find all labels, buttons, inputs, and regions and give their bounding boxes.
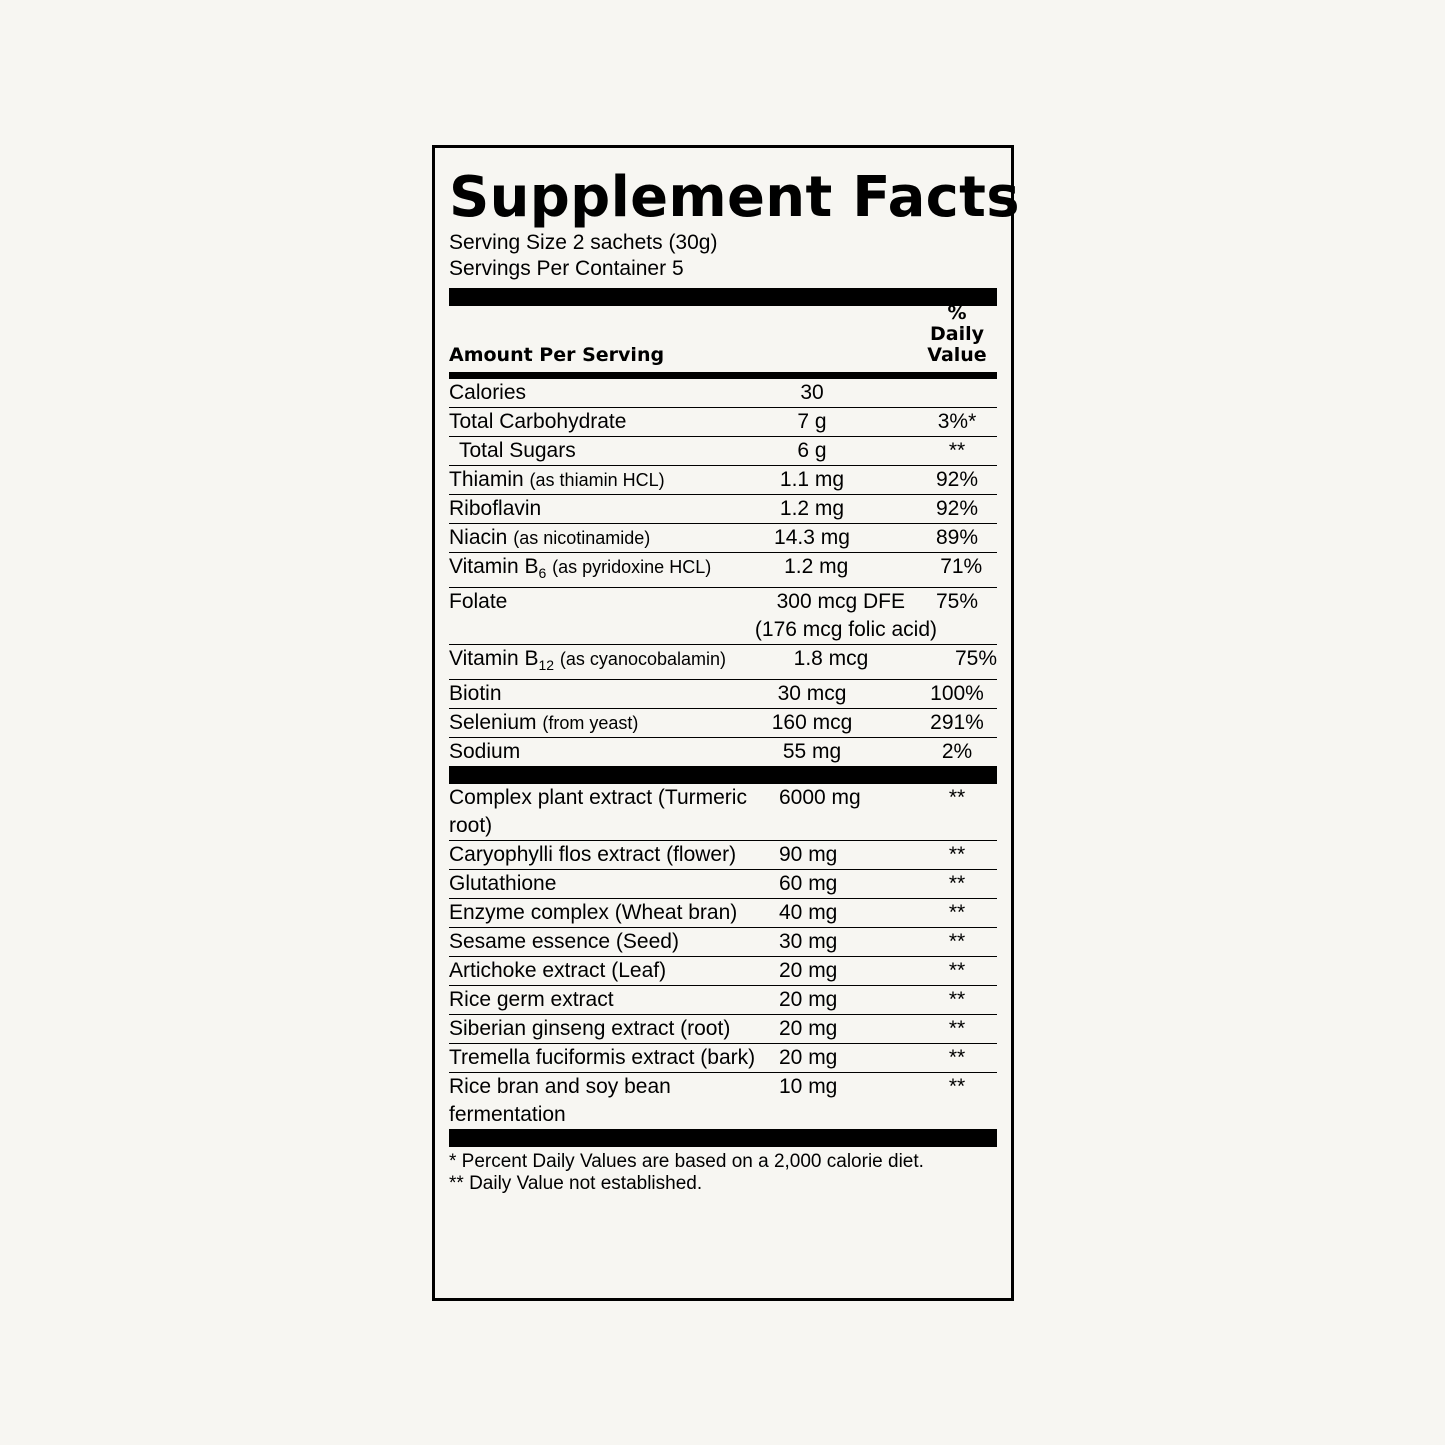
nutrient-row (449, 588, 997, 645)
daily-value-heading-line2: Daily (929, 323, 984, 345)
ingredient-name: Sesame essence (Seed) (449, 930, 679, 954)
nutrient-name (449, 379, 707, 407)
ingredient-daily-value: ** (948, 901, 966, 925)
ingredient-name: Caryophylli flos extract (flower) (449, 843, 737, 867)
nutrient-name (449, 680, 707, 708)
nutrient-row (449, 738, 997, 766)
nutrient-name-text: Calories (449, 381, 527, 404)
supplement-facts-panel (432, 145, 1020, 1301)
daily-value-heading-line1: % (947, 302, 967, 324)
nutrient-amount: 6 g (797, 439, 827, 462)
nutrient-daily-value: 92% (935, 468, 979, 491)
thick-divider (449, 766, 997, 784)
ingredient-row (449, 784, 997, 841)
nutrient-source: (from yeast) (542, 713, 639, 734)
nutrient-amount: 160 mcg (771, 711, 853, 735)
ingredient-row (449, 841, 997, 870)
nutrient-table (449, 379, 997, 766)
nutrient-amount: 1.8 mcg (793, 647, 869, 671)
ingredient-row (449, 899, 997, 928)
ingredient-amount: 20 mg (779, 988, 838, 1012)
nutrient-subscript: 12 (538, 657, 555, 674)
nutrient-amount: 1.1 mg (779, 468, 845, 491)
nutrient-amount: 14.3 mg (774, 526, 850, 549)
ingredient-amount: 10 mg (779, 1075, 838, 1099)
ingredient-name: Siberian ginseng extract (root) (449, 1017, 731, 1041)
nutrient-name-text: Total Carbohydrate (449, 410, 627, 433)
ingredient-name: Rice bran and soy bean fermentation (449, 1075, 671, 1127)
nutrient-row (449, 379, 997, 408)
ingredient-row (449, 870, 997, 899)
nutrient-row (449, 553, 997, 588)
panel-title: Supplement Facts (449, 165, 1020, 230)
ingredient-name: Complex plant extract (Turmeric root) (449, 786, 747, 838)
nutrient-name (449, 524, 707, 552)
nutrient-name (449, 437, 707, 465)
ingredient-row (449, 957, 997, 986)
amount-per-serving-heading: Amount Per Serving (449, 344, 665, 366)
thick-divider (449, 288, 997, 306)
nutrient-amount: 1.2 mg (784, 555, 849, 578)
nutrient-name (449, 553, 711, 587)
nutrient-source: (as thiamin HCL) (529, 470, 665, 490)
nutrient-row (449, 645, 997, 680)
ingredient-amount: 20 mg (779, 1046, 838, 1070)
nutrient-amount: 1.2 mg (779, 497, 845, 520)
ingredient-row (449, 1073, 997, 1129)
nutrient-daily-value: ** (948, 439, 966, 462)
ingredient-name: Glutathione (449, 872, 557, 896)
nutrient-name (449, 645, 726, 679)
ingredient-daily-value: ** (948, 930, 966, 954)
nutrient-name-text: Riboflavin (449, 497, 542, 520)
nutrient-name (449, 709, 707, 737)
ingredient-row (449, 1015, 997, 1044)
ingredient-amount: 40 mg (779, 901, 838, 925)
daily-value-heading (917, 303, 997, 366)
ingredient-name: Rice germ extract (449, 988, 614, 1012)
ingredient-row (449, 1044, 997, 1073)
nutrient-amount: 7 g (797, 410, 827, 433)
nutrient-name (449, 495, 707, 523)
footnote-not-established: ** Daily Value not established. (449, 1173, 703, 1195)
nutrient-name-text: Biotin (449, 682, 502, 706)
nutrient-amount: 55 mg (782, 740, 842, 764)
ingredient-row (449, 986, 997, 1015)
ingredient-table (449, 784, 997, 1129)
ingredient-daily-value: ** (948, 843, 966, 867)
nutrient-row (449, 408, 997, 437)
nutrient-name (449, 588, 507, 616)
ingredient-amount: 20 mg (779, 959, 838, 983)
nutrient-subscript: 6 (538, 565, 547, 582)
ingredient-amount: 20 mg (779, 1017, 838, 1041)
nutrient-row (449, 709, 997, 738)
daily-value-heading-line3: Value (927, 344, 987, 366)
footnotes (449, 1151, 997, 1195)
nutrient-row (449, 466, 997, 495)
nutrient-daily-value (917, 379, 997, 407)
ingredient-name: Artichoke extract (Leaf) (449, 959, 667, 983)
servings-per-container: Servings Per Container 5 (449, 257, 684, 280)
nutrient-amount: 30 mcg (777, 682, 847, 706)
nutrient-daily-value: 3%* (937, 410, 977, 433)
nutrient-daily-value: 89% (935, 526, 979, 549)
ingredient-name: Tremella fuciformis extract (bark) (449, 1046, 756, 1070)
nutrient-row (449, 437, 997, 466)
nutrient-source: (as cyanocobalamin) (559, 649, 726, 670)
nutrient-name-text: Folate (449, 590, 508, 614)
ingredient-name: Enzyme complex (Wheat bran) (449, 901, 738, 925)
nutrient-source: (as nicotinamide) (513, 528, 651, 548)
ingredient-amount: 30 mg (779, 930, 838, 954)
nutrient-row (449, 495, 997, 524)
nutrient-daily-value: 92% (935, 497, 979, 520)
nutrient-name (449, 408, 707, 436)
nutrient-source: (as pyridoxine HCL) (552, 557, 712, 577)
nutrient-row (449, 680, 997, 709)
nutrient-daily-value: 291% (930, 711, 984, 735)
medium-divider (449, 372, 997, 379)
nutrient-amount: 30 (800, 381, 824, 404)
nutrient-name-text: Vitamin B (449, 647, 539, 671)
nutrient-name-text: Total Sugars (459, 439, 576, 462)
nutrient-amount: 300 mcg DFE (776, 590, 905, 614)
ingredient-daily-value: ** (948, 988, 966, 1012)
ingredient-amount: 60 mg (779, 872, 838, 896)
nutrient-row (449, 524, 997, 553)
nutrient-daily-value: 75% (954, 647, 998, 671)
ingredient-row (449, 928, 997, 957)
nutrient-name (449, 738, 707, 766)
nutrient-name (449, 466, 707, 494)
nutrient-name-text: Selenium (449, 711, 537, 735)
nutrient-daily-value: 100% (930, 682, 984, 706)
thick-divider (449, 1129, 997, 1147)
nutrient-name-text: Vitamin B (449, 555, 539, 578)
ingredient-daily-value: ** (948, 786, 966, 810)
nutrient-daily-value: 75% (935, 590, 979, 614)
nutrient-name-text: Niacin (449, 526, 508, 549)
ingredient-amount: 6000 mg (779, 786, 861, 810)
ingredient-daily-value: ** (948, 1046, 966, 1070)
serving-size: Serving Size 2 sachets (30g) (449, 231, 718, 254)
ingredient-daily-value: ** (948, 959, 966, 983)
ingredient-daily-value: ** (948, 1017, 966, 1041)
nutrient-amount-detail: (176 mcg folic acid) (754, 618, 937, 642)
column-header (449, 302, 997, 372)
ingredient-amount: 90 mg (779, 843, 838, 867)
nutrient-daily-value: 71% (940, 555, 983, 578)
footnote-percent-daily: * Percent Daily Values are based on a 2,000 calorie diet. (449, 1151, 924, 1173)
nutrient-daily-value: 2% (941, 740, 973, 764)
ingredient-daily-value: ** (948, 872, 966, 896)
nutrient-name-text: Sodium (449, 740, 521, 764)
nutrient-name-text: Thiamin (449, 468, 524, 491)
ingredient-daily-value: ** (948, 1075, 966, 1099)
